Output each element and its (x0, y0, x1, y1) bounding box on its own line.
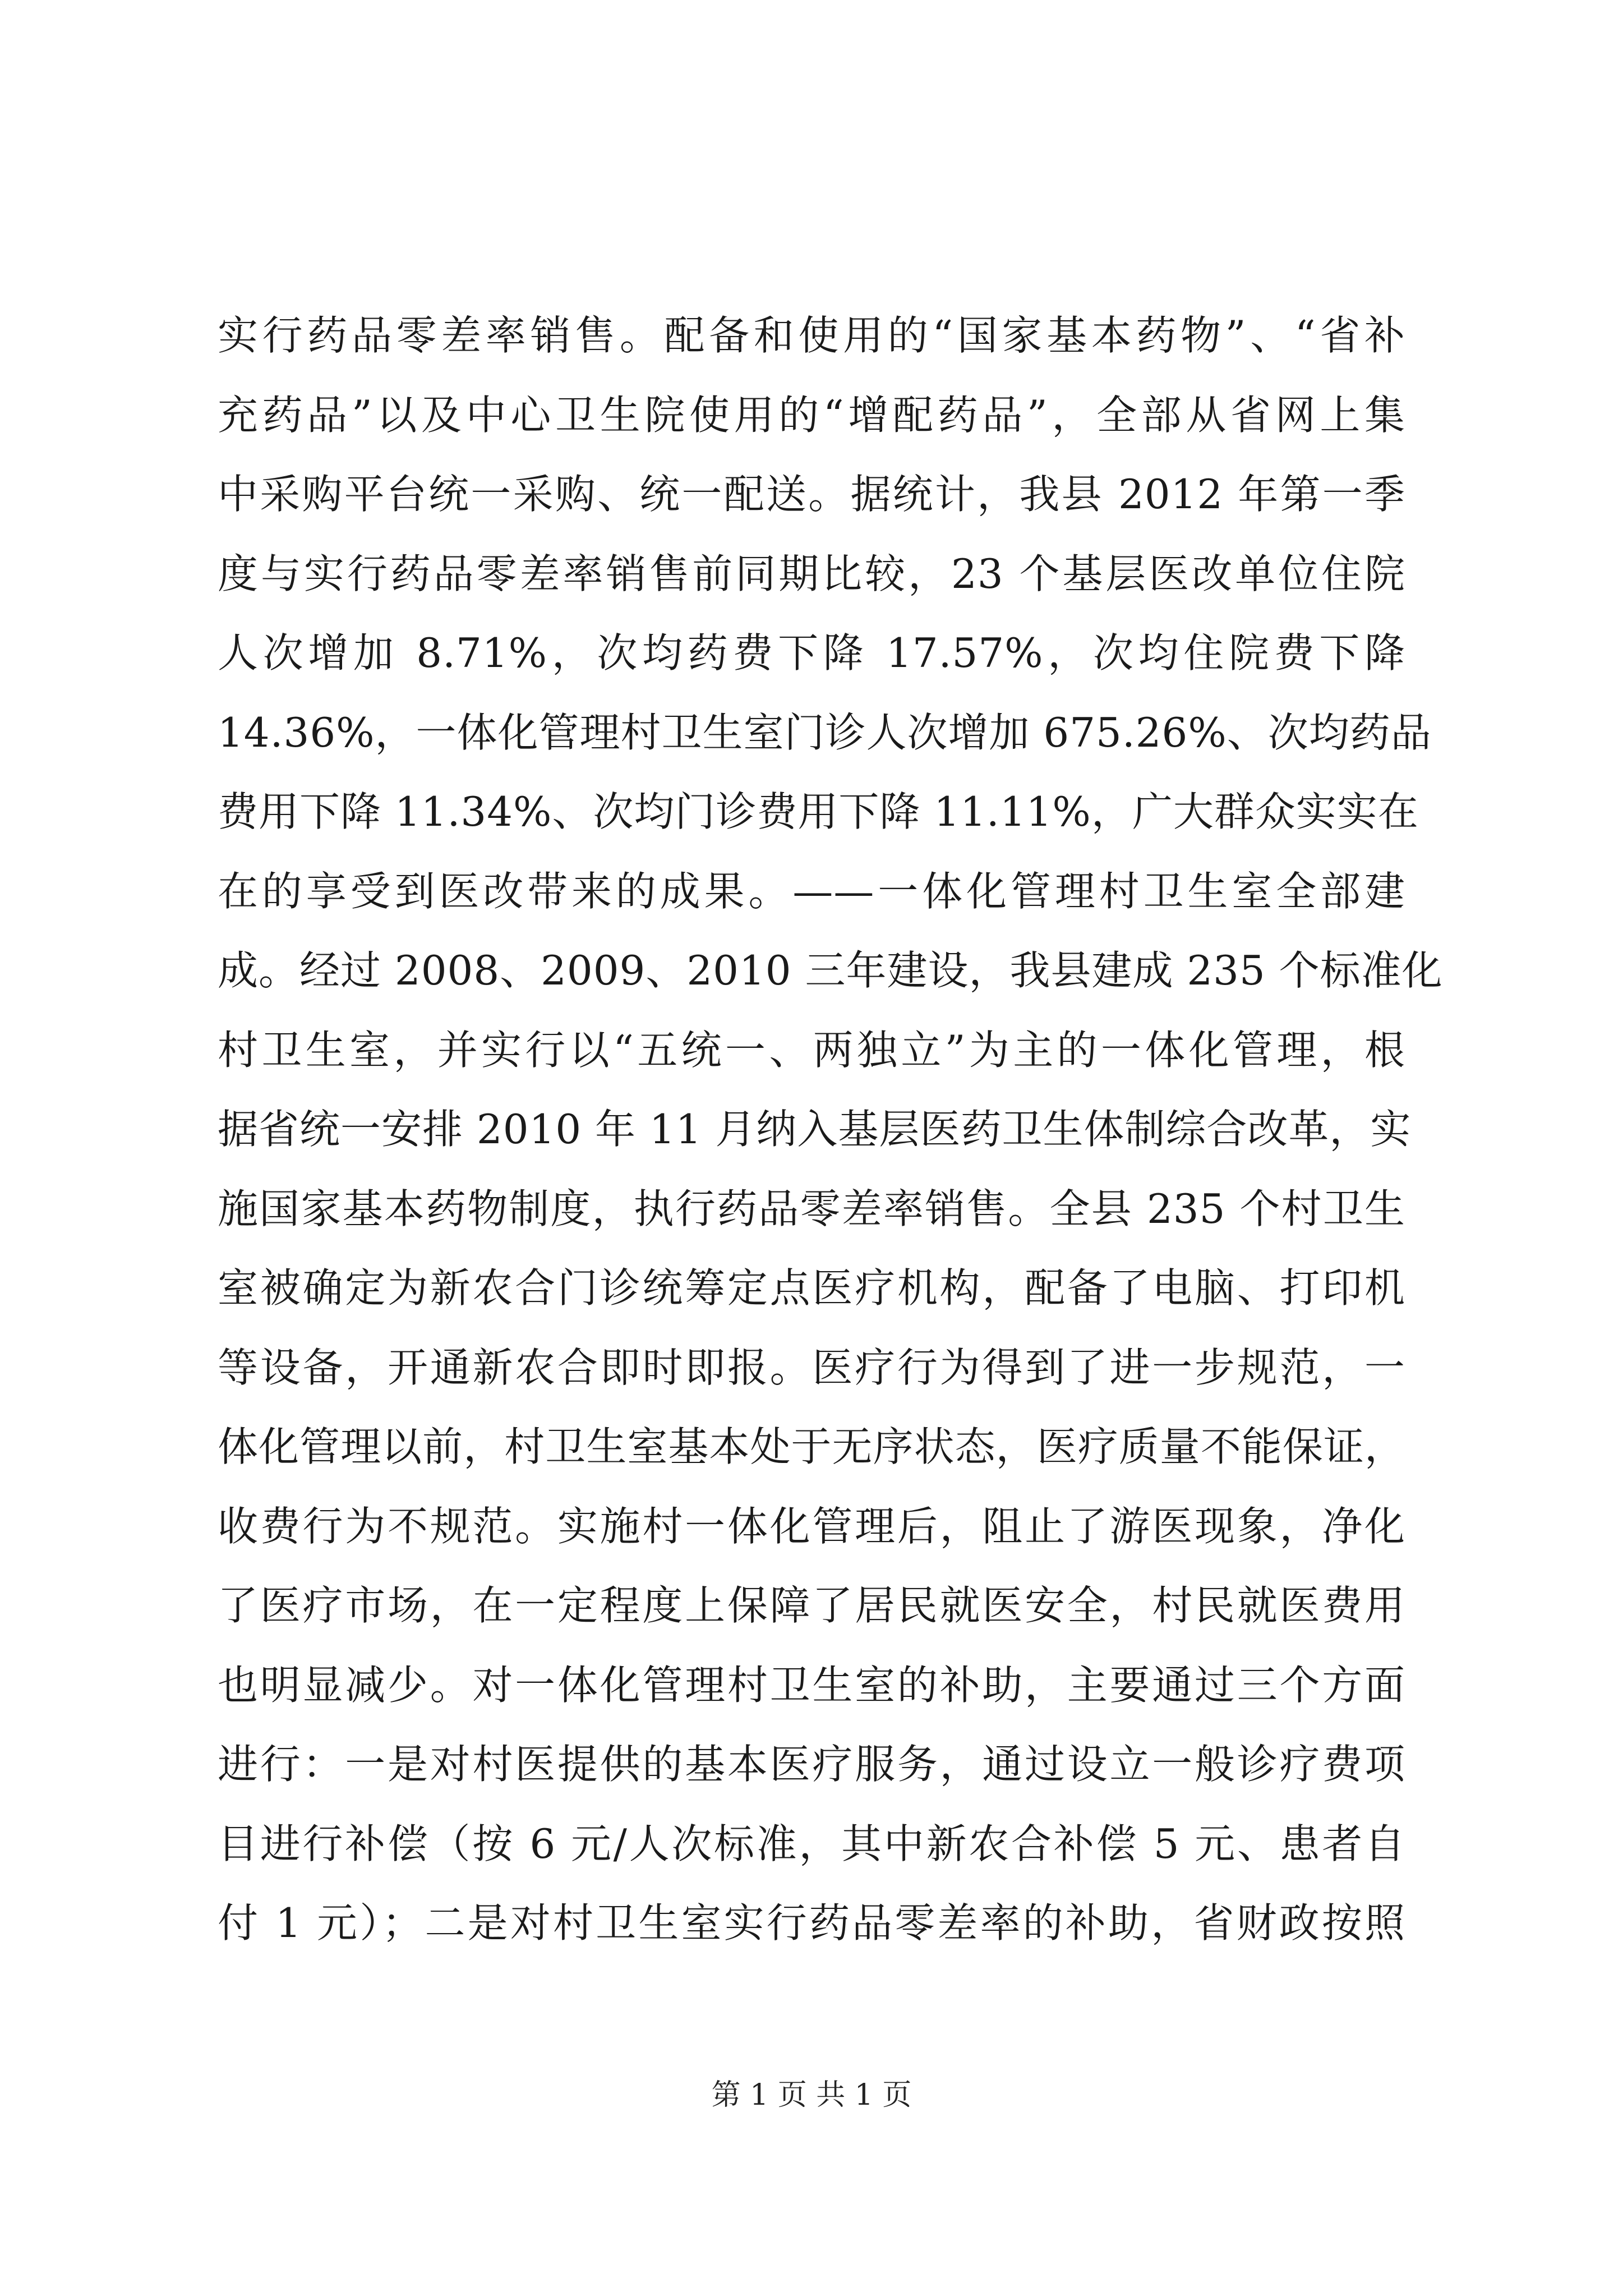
text-line: 在的享受到医改带来的成果。——一体化管理村卫生室全部建 (218, 867, 1405, 915)
text-line: 目进行补偿（按 6 元/人次标准，其中新农合补偿 5 元、患者自 (218, 1820, 1405, 1867)
text-line: 了医疗市场，在一定程度上保障了居民就医安全，村民就医费用 (218, 1582, 1405, 1629)
text-line: 进行：一是对村医提供的基本医疗服务，通过设立一般诊疗费项 (218, 1741, 1405, 1788)
text-line: 成。经过 2008、2009、2010 三年建设，我县建成 235 个标准化 (218, 947, 1443, 994)
text-line: 付 1 元）；二是对村卫生室实行药品零差率的补助，省财政按照 (218, 1899, 1405, 1947)
text-line: 村卫生室，并实行以“五统一、两独立”为主的一体化管理，根 (218, 1026, 1405, 1074)
text-line: 收费行为不规范。实施村一体化管理后，阻止了游医现象，净化 (218, 1502, 1405, 1550)
page-footer (0, 2076, 1623, 2115)
text-line: 度与实行药品零差率销售前同期比较，23 个基层医改单位住院 (218, 550, 1405, 597)
text-line: 也明显减少。对一体化管理村卫生室的补助，主要通过三个方面 (218, 1661, 1405, 1709)
text-line: 人次增加 8.71%，次均药费下降 17.57%，次均住院费下降 (218, 629, 1405, 677)
body-text (218, 296, 1443, 1963)
text-line: 体化管理以前，村卫生室基本处于无序状态，医疗质量不能保证， (218, 1423, 1405, 1470)
text-line: 中采购平台统一采购、统一配送。据统计，我县 2012 年第一季 (218, 471, 1405, 518)
text-line: 14.36%，一体化管理村卫生室门诊人次增加 675.26%、次均药品 (218, 708, 1432, 756)
text-line: 实行药品零差率销售。配备和使用的“国家基本药物”、“省补 (218, 312, 1405, 359)
text-line: 费用下降 11.34%、次均门诊费用下降 11.11%，广大群众实实在 (218, 788, 1419, 835)
text-line: 据省统一安排 2010 年 11 月纳入基层医药卫生体制综合改革，实 (218, 1106, 1412, 1153)
text-line: 充药品”以及中心卫生院使用的“增配药品”，全部从省网上集 (218, 391, 1405, 439)
text-line: 等设备，开通新农合即时即报。医疗行为得到了进一步规范，一 (218, 1343, 1405, 1391)
text-line: 施国家基本药物制度，执行药品零差率销售。全县 235 个村卫生 (218, 1185, 1405, 1232)
text-line: 室被确定为新农合门诊统筹定点医疗机构，配备了电脑、打印机 (218, 1264, 1405, 1312)
page-number: 第 1 页 共 1 页 (711, 2078, 912, 2112)
